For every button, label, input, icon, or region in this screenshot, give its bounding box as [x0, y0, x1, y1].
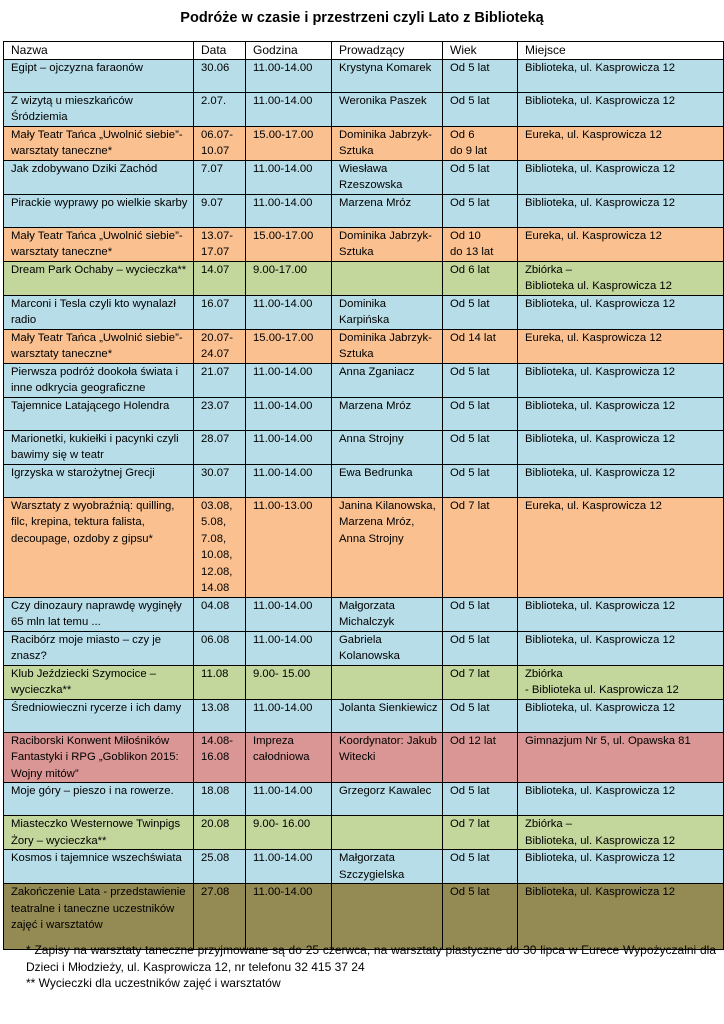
- cell-date: 13.08: [194, 699, 246, 732]
- cell-date: 23.07: [194, 397, 246, 430]
- cell-host: Małgorzata Michalczyk: [332, 597, 443, 631]
- cell-time: 11.00-14.00: [246, 850, 332, 884]
- cell-age: Od 5 lat: [443, 397, 518, 430]
- cell-age: Od 5 lat: [443, 295, 518, 329]
- table-row: [4, 227, 724, 261]
- table-row: [4, 92, 724, 126]
- cell-host: Anna Strojny: [332, 430, 443, 464]
- cell-place: Eureka, ul. Kasprowicza 12: [518, 497, 724, 597]
- cell-date: 28.07: [194, 430, 246, 464]
- cell-age: Od 5 lat: [443, 92, 518, 126]
- cell-age: Od 5 lat: [443, 59, 518, 92]
- table-row: [4, 699, 724, 732]
- cell-date: 2.07.: [194, 92, 246, 126]
- cell-age: Od 7 lat: [443, 816, 518, 850]
- cell-place: Biblioteka, ul. Kasprowicza 12: [518, 92, 724, 126]
- schedule-table: [3, 41, 724, 950]
- table-row: [4, 126, 724, 160]
- cell-host: Krystyna Komarek: [332, 59, 443, 92]
- cell-time: 11.00-14.00: [246, 597, 332, 631]
- cell-age: Od 6 do 9 lat: [443, 126, 518, 160]
- cell-date: 20.07- 24.07: [194, 329, 246, 363]
- cell-name: Miasteczko Westernowe Twinpigs Żory – wycieczka**: [4, 816, 194, 850]
- cell-age: Od 5 lat: [443, 430, 518, 464]
- table-row: [4, 597, 724, 631]
- cell-place: Biblioteka, ul. Kasprowicza 12: [518, 631, 724, 665]
- cell-name: Tajemnice Latającego Holendra: [4, 397, 194, 430]
- footnotes: [26, 942, 716, 992]
- cell-time: 9.00-17.00: [246, 261, 332, 295]
- cell-host: Dominika Karpińska: [332, 295, 443, 329]
- cell-date: 30.06: [194, 59, 246, 92]
- cell-time: Impreza całodniowa: [246, 732, 332, 783]
- cell-host: [332, 884, 443, 950]
- table-row: [4, 497, 724, 597]
- cell-time: 11.00-14.00: [246, 397, 332, 430]
- cell-host: Gabriela Kolanowska: [332, 631, 443, 665]
- cell-name: Z wizytą u mieszkańców Śródziemia: [4, 92, 194, 126]
- cell-host: Dominika Jabrzyk-Sztuka: [332, 329, 443, 363]
- cell-age: Od 5 lat: [443, 884, 518, 950]
- cell-name: Dream Park Ochaby – wycieczka**: [4, 261, 194, 295]
- cell-place: Eureka, ul. Kasprowicza 12: [518, 227, 724, 261]
- table-row: [4, 397, 724, 430]
- cell-time: 11.00-14.00: [246, 92, 332, 126]
- cell-age: Od 5 lat: [443, 631, 518, 665]
- cell-time: 9.00- 15.00: [246, 665, 332, 699]
- table-row: [4, 329, 724, 363]
- cell-place: Biblioteka, ul. Kasprowicza 12: [518, 597, 724, 631]
- cell-date: 06.08: [194, 631, 246, 665]
- cell-time: 11.00-14.00: [246, 363, 332, 397]
- cell-time: 11.00-14.00: [246, 783, 332, 816]
- cell-date: 7.07: [194, 160, 246, 194]
- cell-age: Od 7 lat: [443, 665, 518, 699]
- cell-date: 21.07: [194, 363, 246, 397]
- cell-age: Od 7 lat: [443, 497, 518, 597]
- header-host: Prowadzący: [332, 42, 443, 60]
- cell-name: Raciborski Konwent Miłośników Fantastyki i RPG „Goblikon 2015: Wojny mitów”: [4, 732, 194, 783]
- cell-host: Weronika Paszek: [332, 92, 443, 126]
- cell-place: Biblioteka, ul. Kasprowicza 12: [518, 430, 724, 464]
- cell-date: 14.08- 16.08: [194, 732, 246, 783]
- cell-date: 11.08: [194, 665, 246, 699]
- cell-host: Małgorzata Szczygielska: [332, 850, 443, 884]
- cell-name: Racibórz moje miasto – czy je znasz?: [4, 631, 194, 665]
- cell-name: Średniowieczni rycerze i ich damy: [4, 699, 194, 732]
- table-row: [4, 850, 724, 884]
- cell-host: [332, 261, 443, 295]
- cell-place: Eureka, ul. Kasprowicza 12: [518, 126, 724, 160]
- cell-place: Zbiórka - Biblioteka ul. Kasprowicza 12: [518, 665, 724, 699]
- cell-date: 25.08: [194, 850, 246, 884]
- footnote-trips: ** Wycieczki dla uczestników zajęć i warsztatów: [26, 976, 281, 990]
- cell-host: Dominika Jabrzyk-Sztuka: [332, 126, 443, 160]
- cell-time: 11.00-14.00: [246, 295, 332, 329]
- table-row: [4, 665, 724, 699]
- cell-age: Od 5 lat: [443, 194, 518, 227]
- cell-time: 11.00-13.00: [246, 497, 332, 597]
- cell-host: Dominika Jabrzyk-Sztuka: [332, 227, 443, 261]
- cell-date: 30.07: [194, 464, 246, 497]
- table-row: [4, 430, 724, 464]
- cell-name: Marionetki, kukiełki i pacynki czyli bawimy się w teatr: [4, 430, 194, 464]
- cell-place: Biblioteka, ul. Kasprowicza 12: [518, 295, 724, 329]
- table-row: [4, 261, 724, 295]
- cell-name: Marconi i Tesla czyli kto wynalazł radio: [4, 295, 194, 329]
- table-header-row: [4, 42, 724, 60]
- cell-date: 18.08: [194, 783, 246, 816]
- cell-time: 15.00-17.00: [246, 329, 332, 363]
- cell-host: Marzena Mróz: [332, 194, 443, 227]
- cell-age: Od 5 lat: [443, 850, 518, 884]
- cell-name: Egipt – ojczyzna faraonów: [4, 59, 194, 92]
- document-title: Podróże w czasie i przestrzeni czyli Lato z Biblioteką: [180, 10, 544, 26]
- cell-age: Od 6 lat: [443, 261, 518, 295]
- cell-age: Od 5 lat: [443, 464, 518, 497]
- cell-name: Pirackie wyprawy po wielkie skarby: [4, 194, 194, 227]
- cell-host: Marzena Mróz: [332, 397, 443, 430]
- cell-name: Mały Teatr Tańca „Uwolnić siebie”- warsztaty taneczne*: [4, 329, 194, 363]
- cell-date: 16.07: [194, 295, 246, 329]
- cell-name: Czy dinozaury naprawdę wyginęły 65 mln lat temu ...: [4, 597, 194, 631]
- cell-place: Biblioteka, ul. Kasprowicza 12: [518, 363, 724, 397]
- table-row: [4, 363, 724, 397]
- cell-place: Zbiórka – Biblioteka, ul. Kasprowicza 12: [518, 816, 724, 850]
- cell-place: Biblioteka, ul. Kasprowicza 12: [518, 699, 724, 732]
- cell-age: Od 5 lat: [443, 597, 518, 631]
- cell-place: Biblioteka, ul. Kasprowicza 12: [518, 884, 724, 950]
- cell-place: Biblioteka, ul. Kasprowicza 12: [518, 160, 724, 194]
- cell-age: Od 5 lat: [443, 699, 518, 732]
- table-row: [4, 160, 724, 194]
- cell-time: 11.00-14.00: [246, 884, 332, 950]
- table-row: [4, 295, 724, 329]
- cell-age: Od 5 lat: [443, 160, 518, 194]
- cell-place: Biblioteka, ul. Kasprowicza 12: [518, 783, 724, 816]
- cell-place: Biblioteka, ul. Kasprowicza 12: [518, 194, 724, 227]
- footnote-registration: * Zapisy na warsztaty taneczne przyjmowane są do 25 czerwca, na warsztaty plastyczne do 30 lipca w Eurece Wypożyczalni dla Dzieci i Młodzieży, ul. Kasprowicza 12, nr telefonu 32 415 37 24: [26, 943, 716, 974]
- header-date: Data: [194, 42, 246, 60]
- cell-date: 9.07: [194, 194, 246, 227]
- header-time: Godzina: [246, 42, 332, 60]
- table-row: [4, 194, 724, 227]
- cell-time: 15.00-17.00: [246, 227, 332, 261]
- cell-name: Mały Teatr Tańca „Uwolnić siebie”- warsztaty taneczne*: [4, 227, 194, 261]
- cell-host: [332, 816, 443, 850]
- cell-name: Kosmos i tajemnice wszechświata: [4, 850, 194, 884]
- cell-place: Zbiórka – Biblioteka ul. Kasprowicza 12: [518, 261, 724, 295]
- cell-age: Od 5 lat: [443, 363, 518, 397]
- cell-name: Klub Jeździecki Szymocice – wycieczka**: [4, 665, 194, 699]
- header-place: Miejsce: [518, 42, 724, 60]
- cell-place: Gimnazjum Nr 5, ul. Opawska 81: [518, 732, 724, 783]
- cell-age: Od 12 lat: [443, 732, 518, 783]
- cell-host: Jolanta Sienkiewicz: [332, 699, 443, 732]
- cell-place: Eureka, ul. Kasprowicza 12: [518, 329, 724, 363]
- cell-date: 20.08: [194, 816, 246, 850]
- cell-place: Biblioteka, ul. Kasprowicza 12: [518, 464, 724, 497]
- cell-host: Wiesława Rzeszowska: [332, 160, 443, 194]
- cell-host: [332, 665, 443, 699]
- cell-host: Koordynator: Jakub Witecki: [332, 732, 443, 783]
- cell-date: 13.07- 17.07: [194, 227, 246, 261]
- cell-time: 11.00-14.00: [246, 430, 332, 464]
- cell-host: Janina Kilanowska, Marzena Mróz, Anna Strojny: [332, 497, 443, 597]
- cell-name: Zakończenie Lata - przedstawienie teatralne i taneczne uczestników zajęć i warsztatów: [4, 884, 194, 950]
- cell-date: 06.07- 10.07: [194, 126, 246, 160]
- cell-host: Grzegorz Kawalec: [332, 783, 443, 816]
- cell-place: Biblioteka, ul. Kasprowicza 12: [518, 397, 724, 430]
- cell-date: 14.07: [194, 261, 246, 295]
- table-row: [4, 631, 724, 665]
- cell-time: 11.00-14.00: [246, 631, 332, 665]
- cell-place: Biblioteka, ul. Kasprowicza 12: [518, 850, 724, 884]
- header-name: Nazwa: [4, 42, 194, 60]
- cell-time: 11.00-14.00: [246, 160, 332, 194]
- table-row: [4, 884, 724, 950]
- table-row: [4, 732, 724, 783]
- cell-age: Od 14 lat: [443, 329, 518, 363]
- cell-time: 11.00-14.00: [246, 194, 332, 227]
- cell-place: Biblioteka, ul. Kasprowicza 12: [518, 59, 724, 92]
- cell-name: Igrzyska w starożytnej Grecji: [4, 464, 194, 497]
- cell-date: 03.08, 5.08, 7.08, 10.08, 12.08, 14.08: [194, 497, 246, 597]
- cell-date: 04.08: [194, 597, 246, 631]
- cell-time: 11.00-14.00: [246, 464, 332, 497]
- cell-name: Warsztaty z wyobraźnią: quilling, filc, krepina, tektura falista, decoupage, ozdoby z gipsu*: [4, 497, 194, 597]
- cell-name: Moje góry – pieszo i na rowerze.: [4, 783, 194, 816]
- cell-time: 11.00-14.00: [246, 59, 332, 92]
- table-row: [4, 464, 724, 497]
- cell-host: Ewa Bedrunka: [332, 464, 443, 497]
- table-row: [4, 59, 724, 92]
- cell-name: Mały Teatr Tańca „Uwolnić siebie”- warsztaty taneczne*: [4, 126, 194, 160]
- cell-name: Jak zdobywano Dziki Zachód: [4, 160, 194, 194]
- cell-host: Anna Zganiacz: [332, 363, 443, 397]
- cell-time: 15.00-17.00: [246, 126, 332, 160]
- table-row: [4, 816, 724, 850]
- cell-age: Od 5 lat: [443, 783, 518, 816]
- table-row: [4, 783, 724, 816]
- cell-date: 27.08: [194, 884, 246, 950]
- cell-age: Od 10 do 13 lat: [443, 227, 518, 261]
- cell-name: Pierwsza podróż dookoła świata i inne odkrycia geograficzne: [4, 363, 194, 397]
- cell-time: 9.00- 16.00: [246, 816, 332, 850]
- cell-time: 11.00-14.00: [246, 699, 332, 732]
- header-age: Wiek: [443, 42, 518, 60]
